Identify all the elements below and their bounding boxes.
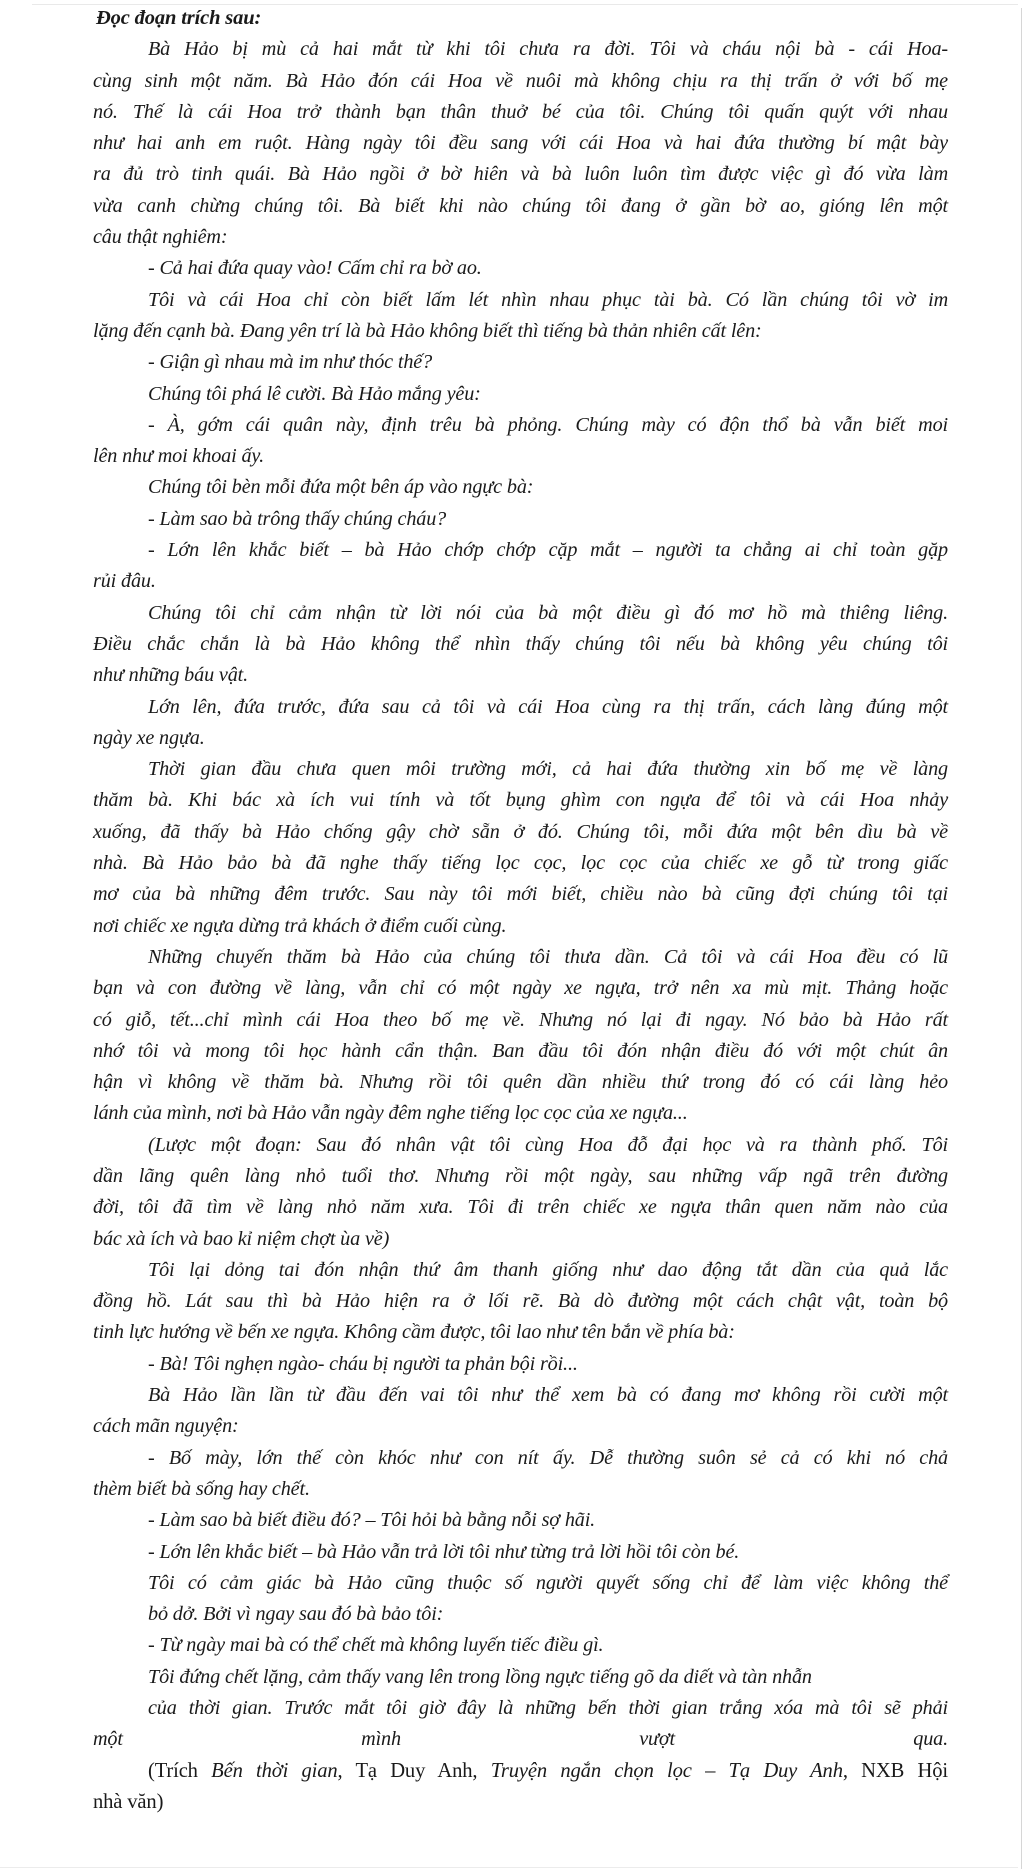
text-line: một mình vượt qua. — [93, 1728, 948, 1751]
citation-open: (Trích — [148, 1759, 212, 1782]
excerpt-text — [93, 34, 948, 1755]
text-line: lên như moi khoai ấy. — [93, 445, 265, 468]
text-line: vừa canh chừng chúng tôi. Bà biết khi nào chúng tôi đang ở gần bờ ao, gióng lên một — [93, 194, 948, 217]
text-line: có giỗ, tết...chỉ mình cái Hoa theo bố mẹ về. Nhưng nó lại đi ngay. Nó bảo bà Hảo rất — [93, 1008, 948, 1031]
text-line: nhớ tôi và mong tôi học hành cẩn thận. Ban đầu tôi đón nhận điều đó với một chút ân — [93, 1039, 948, 1062]
text-line: Tôi lại dỏng tai đón nhận thứ âm thanh giống như dao động tắt dần của quả lắc — [148, 1258, 948, 1281]
text-line: - À, gớm cái quân này, định trêu bà phỏng. Chúng mày có độn thổ bà vẫn biết moi — [148, 413, 948, 436]
text-line: hận vì không về thăm bà. Nhưng rồi tôi quên dần nhiều thứ trong đó có cái làng hẻo — [93, 1071, 948, 1094]
text-line: Điều chắc chắn là bà Hảo không thể nhìn thấy chúng tôi nếu bà không yêu chúng tôi — [93, 632, 948, 655]
text-line: thèm biết bà sống hay chết. — [93, 1477, 310, 1500]
text-line: cùng sinh một năm. Bà Hảo đón cái Hoa về nuôi mà không chịu ra thị trấn ở với bố mẹ — [93, 69, 948, 92]
text-line: ngày xe ngựa. — [93, 726, 205, 749]
text-line: cách mãn nguyện: — [93, 1415, 239, 1438]
text-line: Bà Hảo lần lần từ đầu đến vai tôi như thể xem bà có đang mơ không rồi cười một — [148, 1384, 948, 1407]
text-line: của thời gian. Trước mắt tôi giờ đây là những bến thời gian trắng xóa mà tôi sẽ phải — [148, 1697, 948, 1720]
text-line: (Lược một đoạn: Sau đó nhân vật tôi cùng Hoa đỗ đại học và ra thành phố. Tôi — [148, 1133, 948, 1156]
text-line: Tôi đứng chết lặng, cảm thấy vang lên trong lồng ngực tiếng gõ da diết và tàn nhẫn — [148, 1665, 812, 1688]
page-bottom-edge — [0, 1867, 1018, 1868]
text-line: Tôi có cảm giác bà Hảo cũng thuộc số người quyết sống chỉ để làm việc không thể — [148, 1571, 948, 1594]
text-line: - Giận gì nhau mà im như thóc thế? — [148, 351, 433, 374]
citation-line-2: nhà văn) — [93, 1790, 164, 1813]
citation-collection: Truyện ngắn chọn lọc – Tạ Duy Anh — [490, 1759, 843, 1782]
citation-work-title: Bến thời gian — [211, 1759, 338, 1782]
text-line: mơ của bà những đêm trước. Sau này tôi mới biết, chiều nào bà cũng đợi chúng tôi tại — [93, 883, 948, 906]
document-title: Đọc đoạn trích sau: — [96, 7, 262, 29]
text-line: - Lớn lên khắc biết – bà Hảo vẫn trả lời tôi như từng trả lời hồi tôi còn bé. — [148, 1540, 740, 1563]
text-line: tinh lực hướng về bến xe ngựa. Không cầm được, tôi lao như tên bắn về phía bà: — [93, 1321, 735, 1344]
text-line: Chúng tôi chỉ cảm nhận từ lời nói của bà một điều gì đó mơ hồ mà thiêng liêng. — [148, 601, 948, 624]
text-line: Những chuyến thăm bà Hảo của chúng tôi thưa dần. Cả tôi và cái Hoa đều có lũ — [148, 945, 948, 968]
text-line: Chúng tôi bèn mỗi đứa một bên áp vào ngực bà: — [148, 476, 534, 499]
text-line: bỏ dở. Bởi vì ngay sau đó bà bảo tôi: — [148, 1603, 444, 1626]
text-line: như hai anh em ruột. Hàng ngày tôi đều sang với cái Hoa và hai đứa thường bí mật bày — [93, 132, 948, 155]
citation-publisher: , NXB Hội — [842, 1759, 948, 1782]
text-line: nơi chiếc xe ngựa dừng trả khách ở điểm cuối cùng. — [93, 914, 507, 937]
text-line: Thời gian đầu chưa quen môi trường mới, cả hai đứa thường xin bố mẹ về làng — [148, 758, 948, 781]
text-line: đồng hồ. Lát sau thì bà Hảo hiện ra ở lối rẽ. Bà dò đường một cách chật vật, toàn bộ — [93, 1290, 948, 1313]
text-line: dần lãng quên làng nhỏ tuổi thơ. Nhưng rồi một ngày, sau những vấp ngã trên đường — [93, 1164, 948, 1187]
text-line: - Làm sao bà trông thấy chúng cháu? — [148, 507, 447, 530]
text-line: xuống, đã thấy bà Hảo chống gậy chờ sẵn ở đó. Chúng tôi, mỗi đứa một bên dìu bà về — [93, 820, 948, 843]
text-line: Lớn lên, đứa trước, đứa sau cả tôi và cái Hoa cùng ra thị trấn, cách làng đúng một — [148, 695, 948, 718]
text-line: đời, tôi đã tìm về làng nhỏ năm xưa. Tôi đi trên chiếc xe ngựa thân quen năm nào của — [93, 1196, 948, 1219]
text-line: - Từ ngày mai bà có thể chết mà không luyến tiếc điều gì. — [148, 1634, 604, 1657]
text-line: - Bố mày, lớn thế còn khóc như con nít ấy. Dễ thường suôn sẻ cả có khi nó chả — [148, 1446, 948, 1469]
text-line: Bà Hảo bị mù cả hai mắt từ khi tôi chưa ra đời. Tôi và cháu nội bà - cái Hoa- — [148, 38, 948, 61]
text-line: - Cả hai đứa quay vào! Cấm chỉ ra bờ ao. — [148, 257, 482, 280]
text-line: Tôi và cái Hoa chỉ còn biết lấm lét nhìn nhau phục tài bà. Có lần chúng tôi vờ im — [148, 288, 948, 311]
text-line: ra đủ trò tinh quái. Bà Hảo ngồi ở bờ hiên và bà luôn luôn tìm được việc gì đó vừa làm — [93, 163, 948, 186]
text-line: câu thật nghiêm: — [93, 226, 228, 249]
text-line: như những báu vật. — [93, 664, 249, 687]
text-line: lánh của mình, nơi bà Hảo vẫn ngày đêm nghe tiếng lọc cọc của xe ngựa... — [93, 1102, 688, 1125]
text-line: bạn và con đường về làng, vẫn chỉ có một ngày xe ngựa, trở nên xa mù mịt. Thảng hoặc — [93, 977, 948, 1000]
text-line: - Lớn lên khắc biết – bà Hảo chớp chớp cặp mắt – người ta chẳng ai chỉ toàn gặp — [148, 539, 948, 562]
page-right-edge — [1021, 8, 1022, 1869]
text-line: thăm bà. Khi bác xà ích vui tính và tốt bụng ghìm con ngựa để tôi và cái Hoa nhảy — [93, 789, 948, 812]
citation-line-1 — [93, 1756, 948, 1787]
text-line: bác xà ích và bao kỉ niệm chợt ùa về) — [93, 1227, 390, 1250]
document-body — [93, 3, 948, 1818]
citation-author: , Tạ Duy Anh, — [337, 1759, 491, 1782]
text-line: nó. Thế là cái Hoa trở thành bạn thân thuở bé của tôi. Chúng tôi quấn quýt với nhau — [93, 100, 948, 123]
text-line: - Bà! Tôi nghẹn ngào- cháu bị người ta phản bội rồi... — [148, 1352, 578, 1375]
text-line: nhà. Bà Hảo bảo bà đã nghe thấy tiếng lọc cọc, lọc cọc của chiếc xe gỗ từ trong giấc — [93, 852, 948, 875]
text-line: - Làm sao bà biết điều đó? – Tôi hỏi bà bằng nỗi sợ hãi. — [148, 1509, 596, 1532]
text-line: rủi đâu. — [93, 570, 156, 593]
text-line: Chúng tôi phá lê cười. Bà Hảo mắng yêu: — [148, 382, 481, 405]
text-line: lặng đến cạnh bà. Đang yên trí là bà Hảo không biết thì tiếng bà thản nhiên cất lên: — [93, 319, 762, 342]
